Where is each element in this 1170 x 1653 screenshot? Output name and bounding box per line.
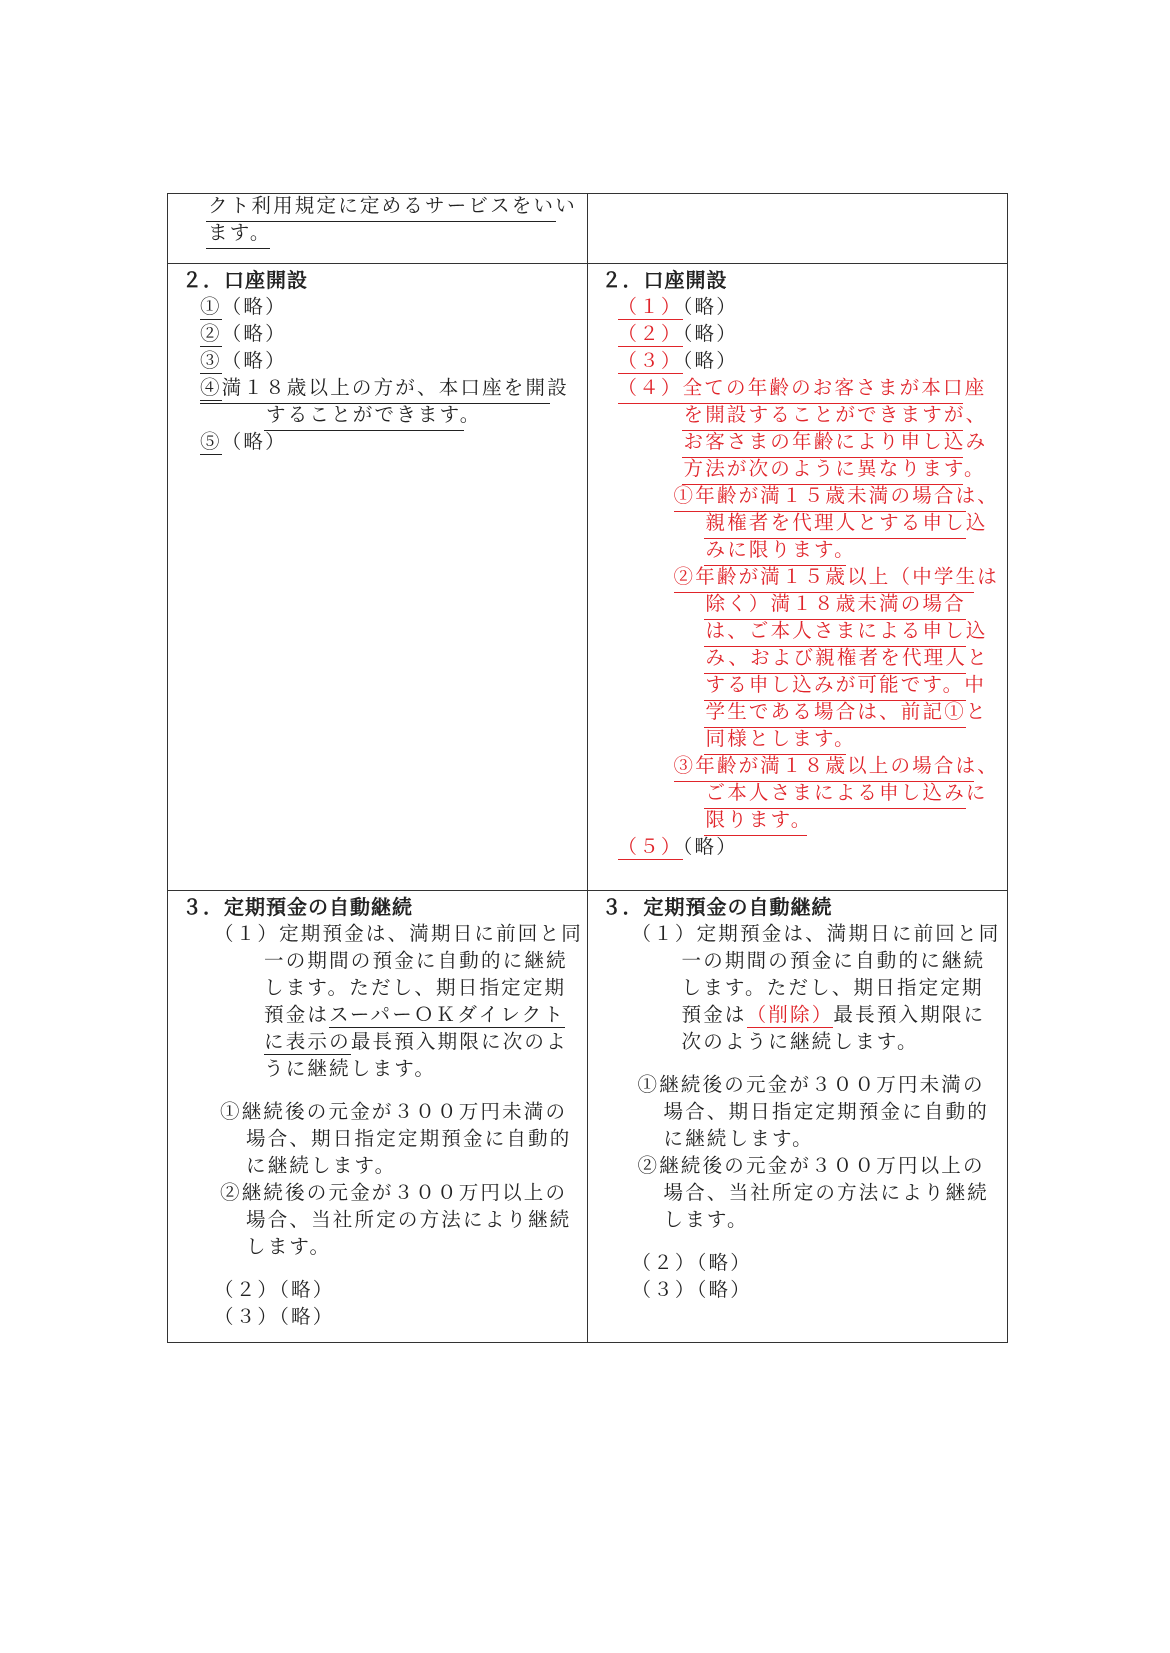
item-3: ③（略） — [200, 349, 287, 372]
para-1-line-2: 一の期間の預金に自動的に継続 — [264, 949, 568, 972]
item-4: （４）全ての年齢のお客さまが本口座 — [617, 376, 987, 399]
sub-item-2-line-2: 場合、当社所定の方法により継続 — [663, 1181, 990, 1204]
sub-item-1: ①継続後の元金が３００万円未満の — [637, 1073, 985, 1096]
section-heading: ３．定期預金の自動継続 — [182, 895, 413, 919]
sub-item-1-line-3: に継続します。 — [246, 1154, 397, 1177]
sub-item-2-line-3: します。 — [663, 1208, 749, 1231]
row1-left-line-2: ます。 — [208, 221, 272, 244]
item-3: （３）（略） — [617, 349, 738, 372]
sub-item-1-line-3: みに限ります。 — [705, 538, 856, 561]
para-1-line-4: 預金はスーパーＯＫダイレクト — [264, 1003, 566, 1026]
sub-item-2: ②年齢が満１５歳以上（中学生は — [673, 565, 1000, 588]
deletion-marker: （削除） — [746, 1003, 834, 1026]
para-1-line-1: （１）定期預金は、満期日に前回と同 — [631, 922, 1001, 945]
sub-item-3-line-2: ご本人さまによる申し込みに — [705, 781, 988, 804]
sub-item-2: ②継続後の元金が３００万円以上の — [220, 1181, 568, 1204]
item-2: （２）（略） — [214, 1278, 335, 1301]
row1-left-cell — [168, 194, 588, 263]
sub-item-2-line-4: み、および親権者を代理人と — [705, 646, 989, 669]
item-3: （３）（略） — [214, 1305, 335, 1328]
para-1-line-5: に表示の最長預入期限に次のよ — [264, 1030, 568, 1053]
para-1-line-5: 次のように継続します。 — [681, 1030, 919, 1053]
item-4-cont: することができます。 — [266, 403, 482, 426]
section-heading: ２．口座開設 — [601, 268, 728, 292]
row3-right-cell — [588, 891, 1008, 1342]
sub-item-1-line-3: に継続します。 — [663, 1127, 814, 1150]
para-1-line-3: します。ただし、期日指定定期 — [264, 976, 567, 999]
sub-item-2-line-3: します。 — [246, 1235, 332, 1258]
item-3: （３）（略） — [631, 1278, 752, 1301]
row1-right-cell — [588, 194, 1008, 263]
item-1: ①（略） — [200, 295, 287, 318]
para-1-line-4: 預金は（削除）最長預入期限に — [681, 1003, 986, 1026]
item-2: ②（略） — [200, 322, 287, 345]
item-4-line-2: を開設することができますが、 — [683, 403, 988, 426]
item-2: （２）（略） — [631, 1251, 752, 1274]
row2-right-cell — [588, 264, 1008, 890]
item-4: ④満１８歳以上の方が、本口座を開設 — [200, 376, 569, 399]
sub-item-2-line-6: 学生である場合は、前記①と — [705, 700, 988, 723]
table-row-auto-renewal — [168, 890, 1007, 1342]
para-1-line-6: うに継続します。 — [264, 1057, 437, 1080]
sub-item-1: ①継続後の元金が３００万円未満の — [220, 1100, 568, 1123]
para-1-line-1: （１）定期預金は、満期日に前回と同 — [214, 922, 583, 945]
para-1-line-3: します。ただし、期日指定定期 — [681, 976, 984, 999]
item-4-line-3: お客さまの年齢により申し込み — [683, 430, 988, 453]
sub-item-1-line-2: 場合、期日指定定期預金に自動的 — [663, 1100, 990, 1123]
table-row-account-opening — [168, 263, 1007, 890]
sub-item-2-line-7: 同様とします。 — [705, 727, 856, 750]
sub-item-3: ③年齢が満１８歳以上の場合は、 — [673, 754, 1000, 777]
item-5: （５）（略） — [617, 835, 738, 858]
sub-item-2-line-2: 除く）満１８歳未満の場合 — [705, 592, 966, 615]
sub-item-1-line-2: 親権者を代理人とする申し込 — [705, 511, 988, 534]
section-heading: ２．口座開設 — [182, 268, 308, 292]
sub-item-2: ②継続後の元金が３００万円以上の — [637, 1154, 985, 1177]
para-1-line-2: 一の期間の預金に自動的に継続 — [681, 949, 986, 972]
table-row-continuation — [168, 194, 1007, 263]
item-5: ⑤（略） — [200, 430, 287, 453]
sub-item-2-line-5: する申し込みが可能です。中 — [705, 673, 987, 696]
item-4-line-4: 方法が次のように異なります。 — [683, 457, 986, 480]
sub-item-1-line-2: 場合、期日指定定期預金に自動的 — [246, 1127, 572, 1150]
sub-item-1: ①年齢が満１５歳未満の場合は、 — [673, 484, 1000, 507]
item-2: （２）（略） — [617, 322, 738, 345]
sub-item-2-line-3: は、ご本人さまによる申し込 — [705, 619, 988, 642]
row1-left-line-1: クト利用規定に定めるサービスをいい — [208, 194, 577, 217]
sub-item-3-line-3: 限ります。 — [705, 808, 813, 831]
sub-item-2-line-2: 場合、当社所定の方法により継続 — [246, 1208, 572, 1231]
item-1: （１）（略） — [617, 295, 738, 318]
underline — [206, 248, 270, 249]
section-heading: ３．定期預金の自動継続 — [601, 895, 833, 919]
row2-left-cell — [168, 264, 588, 890]
underline — [264, 430, 464, 431]
comparison-table — [167, 193, 1008, 1343]
row3-left-cell — [168, 891, 588, 1342]
